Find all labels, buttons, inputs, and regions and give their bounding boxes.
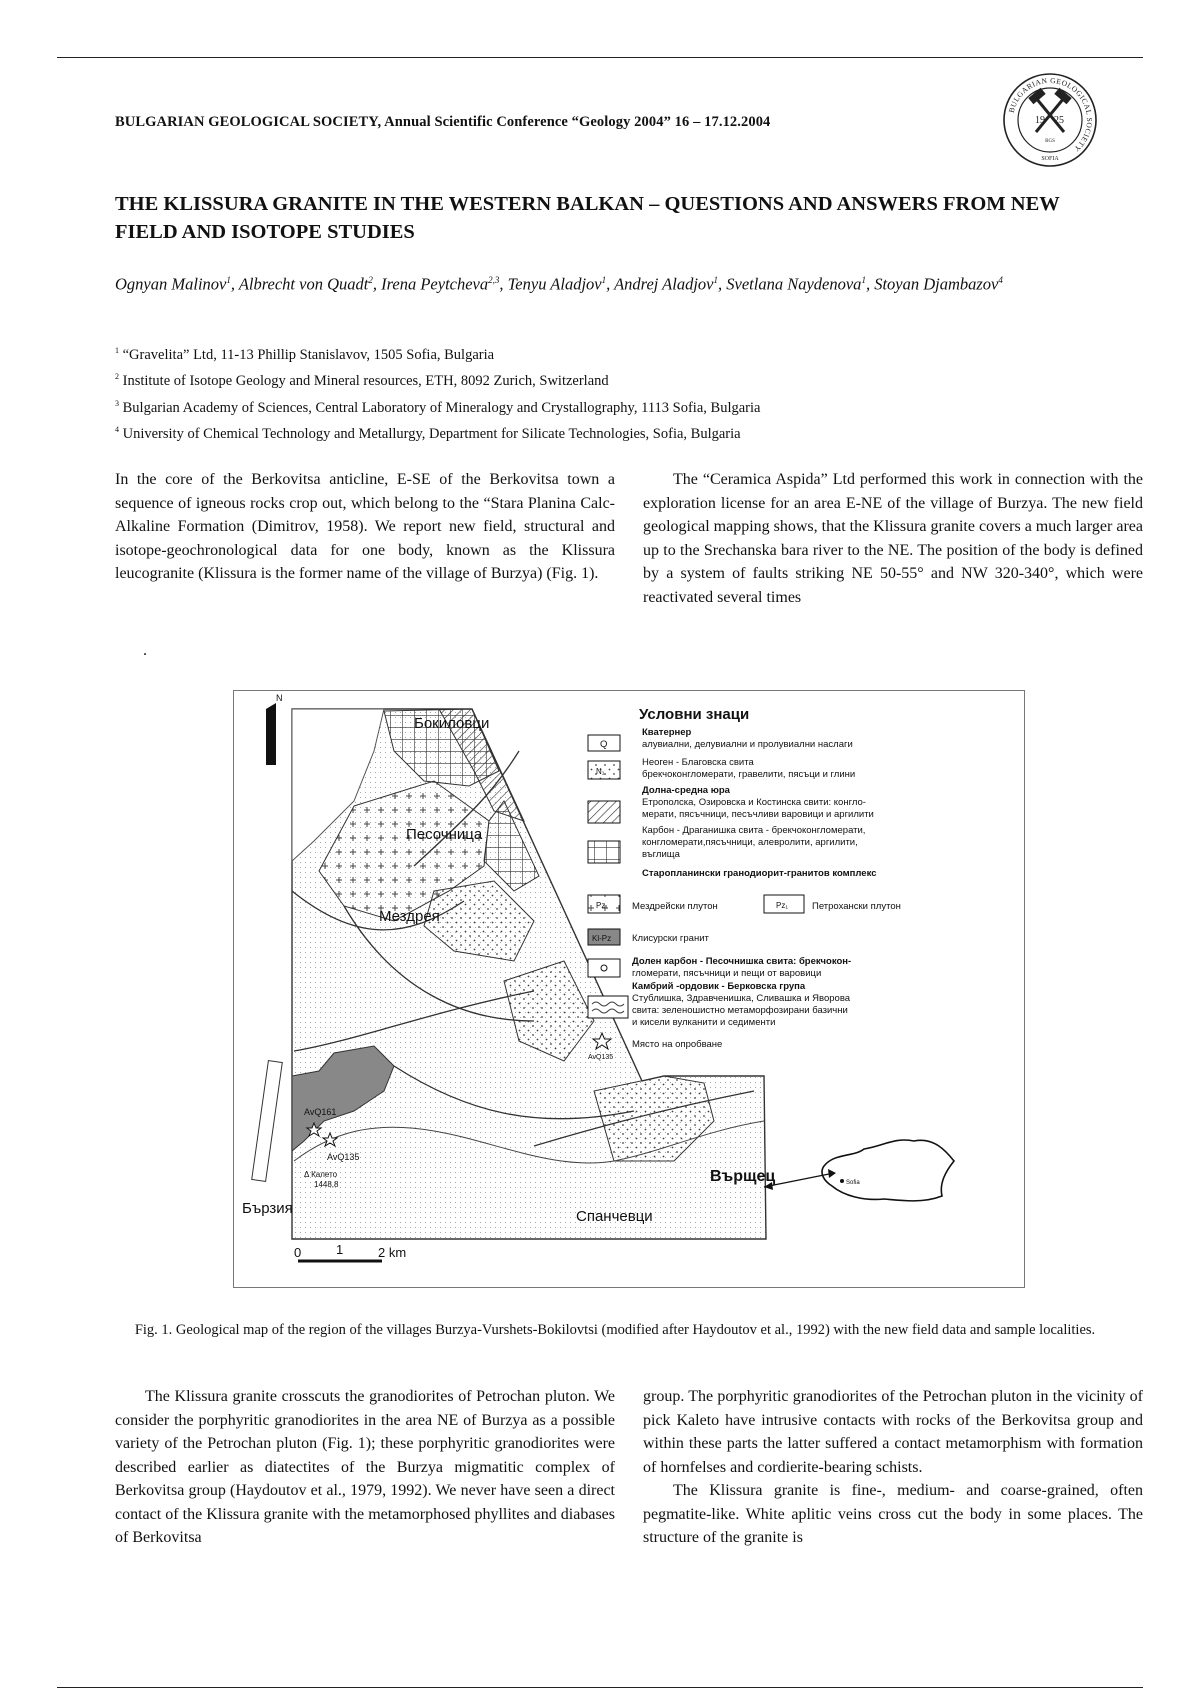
svg-text:BULGARIAN GEOLOGICAL SOCIETY: BULGARIAN GEOLOGICAL SOCIETY	[1006, 75, 1095, 154]
affiliation-line	[115, 366, 1115, 392]
affiliation-text: University of Chemical Technology and Metallurgy, Department for Silicate Technologies, Sofia, Bulgaria	[119, 425, 741, 442]
svg-text:1: 1	[336, 1242, 344, 1257]
svg-text:Долна-средна юра: Долна-средна юра	[642, 785, 730, 796]
top-rule	[57, 57, 1143, 58]
svg-text:Етрополска, Озировска и Костин: Етрополска, Озировска и Костинска свити: конгло-	[642, 797, 866, 808]
intro-column-left	[115, 468, 615, 586]
author-name: Irena Peytcheva	[381, 274, 489, 294]
svg-text:N: N	[276, 693, 283, 703]
place-mezdreya: Мездрея	[379, 908, 440, 925]
svg-text:Петрохански плутон: Петрохански плутон	[812, 901, 901, 912]
affiliation-line	[115, 419, 1115, 445]
place-vurshets: Върщец	[710, 1168, 776, 1185]
figure-caption: Fig. 1. Geological map of the region of the villages Burzya-Vurshets-Bokilovtsi (modified after Haydoutov et al., 1992) with the new field data and sample localities.	[134, 1322, 1096, 1338]
svg-text:и кисели вулканити и седименти: и кисели вулканити и седименти	[632, 1017, 776, 1028]
author-affiliation-mark: 4	[998, 275, 1003, 285]
svg-text:N₁: N₁	[596, 767, 605, 776]
body-column-left	[115, 1385, 615, 1550]
society-seal-logo	[1002, 72, 1098, 168]
geological-map-figure	[233, 690, 1025, 1288]
svg-text:Долен карбон - Песочнишка свит: Долен карбон - Песочнишка свита: брекчокон-	[632, 956, 852, 967]
place-pesochnitsa: Песочница	[406, 826, 483, 843]
scale-bar	[294, 1242, 406, 1261]
svg-text:0: 0	[294, 1245, 302, 1260]
svg-text:AvQ135: AvQ135	[588, 1054, 614, 1061]
svg-text:въглища: въглища	[642, 849, 680, 860]
svg-text:Неоген - Благовска свита: Неоген - Благовска свита	[642, 757, 754, 768]
author-name: Ognyan Malinov	[115, 274, 227, 294]
svg-text:гломерати, пясъчници и пещи от: гломерати, пясъчници и пещи от варовици	[632, 968, 822, 979]
author-affiliation-mark: 2	[368, 275, 373, 285]
svg-text:SOFIA: SOFIA	[1041, 156, 1059, 162]
place-burzya: Бързия	[242, 1200, 293, 1217]
svg-text:мерати, пясъчници, песъчливи в: мерати, пясъчници, песъчливи варовици и аргилити	[642, 809, 874, 820]
geological-map	[234, 691, 1024, 1287]
place-bokilovtsi: Бокиловци	[414, 715, 490, 732]
svg-text:Sofia: Sofia	[846, 1180, 860, 1186]
paragraph-2: The “Ceramica Aspida” Ltd performed this work in connection with the exploration license for an area E-NE of the village of Burzya. The new field geological mapping shows, that the Klissura granite covers a much larger area up to the Srechanska bara river to the NE. The position of the body is defined by a system of faults striking NE 50-55° and NW 320-340°, which were reactivated several times	[643, 471, 1143, 606]
legend-title: Условни знаци	[639, 706, 750, 723]
author-name: Albrecht von Quadt	[238, 274, 369, 294]
author-name: Stoyan Djambazov	[874, 274, 999, 294]
north-arrow	[266, 693, 283, 765]
svg-text:Старопланински гранодиорит-гра: Старопланински гранодиорит-гранитов комплекс	[642, 868, 877, 879]
intro-column-right	[643, 468, 1143, 609]
affiliation-number: 2	[115, 372, 119, 382]
author-affiliation-mark: 1	[861, 275, 866, 285]
paragraph-5: The Klissura granite is fine-, medium- and coarse-grained, often pegmatite-like. White aplitic veins cross cut the body in some places. The structure of the granite is	[643, 1482, 1143, 1546]
svg-text:Място на опробване: Място на опробване	[632, 1039, 723, 1050]
body-column-right	[643, 1385, 1143, 1550]
affiliation-text: Institute of Isotope Geology and Mineral resources, ETH, 8092 Zurich, Switzerland	[119, 373, 609, 390]
author-affiliation-mark: 1	[601, 275, 607, 285]
svg-text:Клисурски гранит: Клисурски гранит	[632, 933, 709, 944]
author-affiliation-mark: 1	[713, 275, 719, 285]
svg-text:BGS: BGS	[1045, 139, 1055, 144]
svg-text:2 km: 2 km	[378, 1245, 407, 1260]
affiliation-text: “Gravelita” Ltd, 11-13 Phillip Stanislavov, 1505 Sofia, Bulgaria	[119, 346, 495, 363]
peak-label: Δ Калето	[304, 1170, 338, 1179]
peak-elevation: 1448,8	[314, 1180, 339, 1189]
bulgaria-inset-map	[764, 1140, 954, 1201]
svg-text:19: 19	[1035, 115, 1045, 126]
affiliation-number: 4	[115, 424, 119, 434]
svg-text:AvQ135: AvQ135	[327, 1152, 360, 1162]
svg-text:Kl-Pz: Kl-Pz	[592, 934, 612, 943]
western-strip	[252, 1061, 283, 1182]
svg-text:25: 25	[1054, 115, 1064, 126]
author-name: Tenyu Aladjov	[507, 274, 602, 294]
svg-text:Pz₁: Pz₁	[596, 901, 609, 910]
svg-text:брекчоконгломерати, гравелити,: брекчоконгломерати, гравелити, пясъци и глини	[642, 769, 856, 780]
affiliation-line	[115, 393, 1115, 419]
affiliation-number: 1	[115, 346, 119, 355]
svg-text:алувиални, делувиални и пролув: алувиални, делувиални и пролувиални наслаги	[642, 739, 853, 750]
bottom-rule	[57, 1687, 1143, 1688]
stray-mark: .	[143, 642, 147, 659]
svg-text:свита: зеленошистно метаморфоз: свита: зеленошистно метаморфозирани базични	[632, 1005, 848, 1016]
place-spanchevtsi: Спанчевци	[576, 1208, 653, 1225]
paragraph-3: The Klissura granite crosscuts the granodiorites of Petrochan pluton. We consider the porphyritic granodiorites in the area NE of Burzya as a possible variety of the Petrochan pluton (Fig. 1); these porphyritic granodiorites were described earlier as diatectites of the Burzya migmatitic complex of Berkovitsa group (Haydoutov et al., 1979, 1992). We never have seen a direct contact of the Klissura granite with the metamorphosed phyllites and diabases of Berkovitsa	[115, 1388, 615, 1546]
running-head: BULGARIAN GEOLOGICAL SOCIETY, Annual Scientific Conference “Geology 2004” 16 – 17.12.2004	[115, 114, 771, 130]
paragraph-4: group. The porphyritic granodiorites of the Petrochan pluton in the vicinity of pick Kaleto have intrusive contacts with rocks of the Berkovitsa group and within these parts the latter suffered a contact metamorphism with formation of hornfelses and cordierite-bearing schists.	[643, 1388, 1143, 1476]
author-name: Andrej Aladjov	[614, 274, 714, 294]
paragraph-1: In the core of the Berkovitsa anticline, E-SE of the Berkovitsa town a sequence of igneous rocks crop out, which belong to the “Stara Planina Calc-Alkaline Formation (Dimitrov, 1958). We report new field, structural and isotope-geochronological data for one body, known as the Klissura leucogranite (Klissura is the former name of the village of Burzya) (Fig. 1).	[115, 471, 615, 582]
svg-text:Камбрий -ордовик - Берковска г: Камбрий -ордовик - Берковска група	[632, 981, 806, 992]
svg-text:конгломерати,пясъчници, алевро: конгломерати,пясъчници, алевролити, аргилити,	[642, 837, 858, 848]
svg-text:Кватернер: Кватернер	[642, 727, 692, 738]
svg-text:Pz₁: Pz₁	[776, 901, 789, 910]
affiliation-text: Bulgarian Academy of Sciences, Central Laboratory of Mineralogy and Crystallography, 1113 Sofia, Bulgaria	[119, 399, 761, 416]
affiliation-list	[115, 340, 1115, 445]
svg-text:Q: Q	[600, 739, 608, 750]
map-legend	[588, 706, 901, 1061]
author-affiliation-mark: 2,3	[488, 275, 500, 285]
article-title: THE KLISSURA GRANITE IN THE WESTERN BALKAN – QUESTIONS AND ANSWERS FROM NEW FIELD AND ISOTOPE STUDIES	[115, 193, 1060, 243]
author-name: Svetlana Naydenova	[726, 274, 862, 294]
svg-text:Мездрейски плутон: Мездрейски плутон	[632, 901, 718, 912]
author-list: Ognyan Malinov$^1$, Albrecht von Quadt$^2$, Irena Peytcheva$^{2,3}$, Tenyu Aladjov$^1$, Andrej Aladjov$^1$, Svetlana Naydenova$^1$, Stoyan Djambazov$^4$	[115, 274, 1003, 294]
author-affiliation-mark: 1	[226, 275, 231, 285]
affiliation-number: 3	[115, 398, 119, 408]
affiliation-line	[115, 340, 1115, 366]
svg-text:Карбон - Драганишка свита - бр: Карбон - Драганишка свита - брекчоконгломерати,	[642, 825, 866, 836]
svg-text:AvQ161: AvQ161	[304, 1107, 337, 1117]
svg-text:Стублишка, Здравченишка, Слива: Стублишка, Здравченишка, Сливашка и Яворова	[632, 993, 851, 1004]
